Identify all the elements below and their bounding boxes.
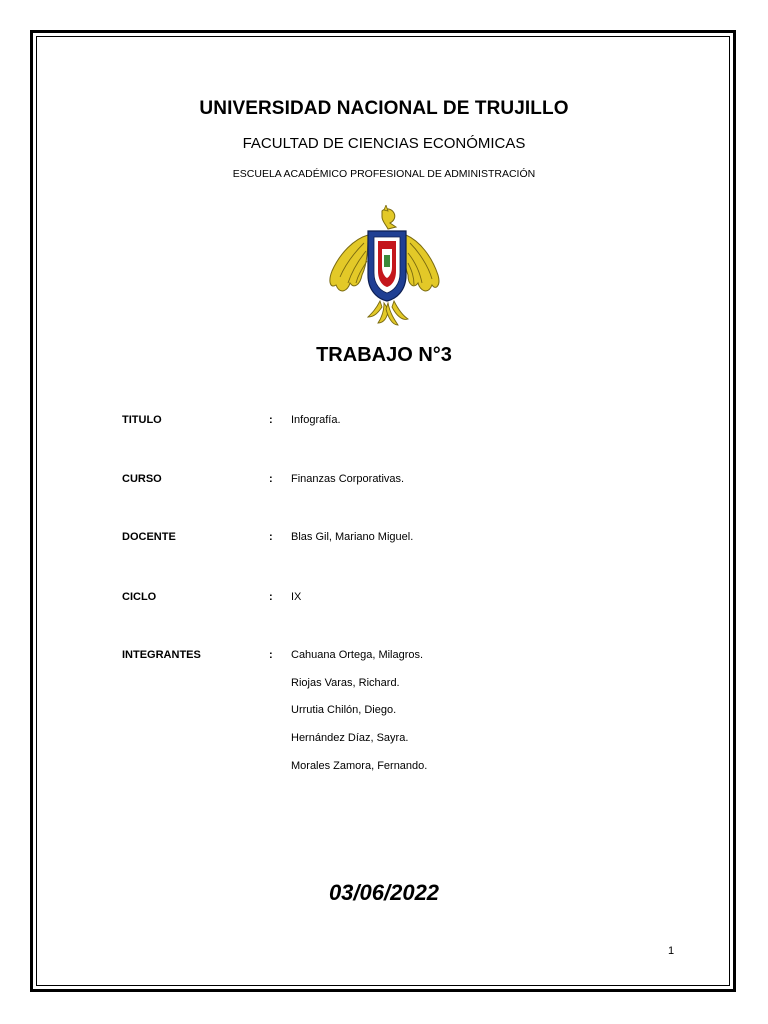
docente-value: Blas Gil, Mariano Miguel. bbox=[291, 531, 414, 543]
document-title: TRABAJO N°3 bbox=[316, 344, 452, 366]
curso-label: CURSO bbox=[122, 473, 162, 485]
document-date: 03/06/2022 bbox=[328, 880, 440, 905]
docente-label: DOCENTE bbox=[122, 531, 176, 543]
ciclo-label: CICLO bbox=[122, 591, 157, 603]
school-name: ESCUELA ACADÉMICO PROFESIONAL DE ADMINISTRACIÓN bbox=[232, 168, 536, 180]
curso-value: Finanzas Corporativas. bbox=[291, 473, 405, 485]
ciclo-value: IX bbox=[291, 591, 302, 603]
docente-colon: : bbox=[269, 531, 273, 543]
member-item: Morales Zamora, Fernando. bbox=[291, 760, 428, 772]
titulo-label: TITULO bbox=[122, 414, 162, 426]
university-crest-icon bbox=[324, 205, 444, 327]
titulo-value: Infografía. bbox=[291, 414, 341, 426]
curso-colon: : bbox=[269, 473, 273, 485]
member-item: Hernández Díaz, Sayra. bbox=[291, 732, 409, 744]
ciclo-colon: : bbox=[269, 591, 273, 603]
page-number: 1 bbox=[668, 945, 675, 957]
integrantes-label: INTEGRANTES bbox=[122, 649, 201, 661]
member-item: Cahuana Ortega, Milagros. bbox=[291, 649, 424, 661]
faculty-name: FACULTAD DE CIENCIAS ECONÓMICAS bbox=[242, 135, 526, 152]
member-item: Urrutia Chilón, Diego. bbox=[291, 704, 397, 716]
integrantes-colon: : bbox=[269, 649, 273, 661]
university-name: UNIVERSIDAD NACIONAL DE TRUJILLO bbox=[199, 98, 569, 119]
member-item: Riojas Varas, Richard. bbox=[291, 677, 400, 689]
titulo-colon: : bbox=[269, 414, 273, 426]
